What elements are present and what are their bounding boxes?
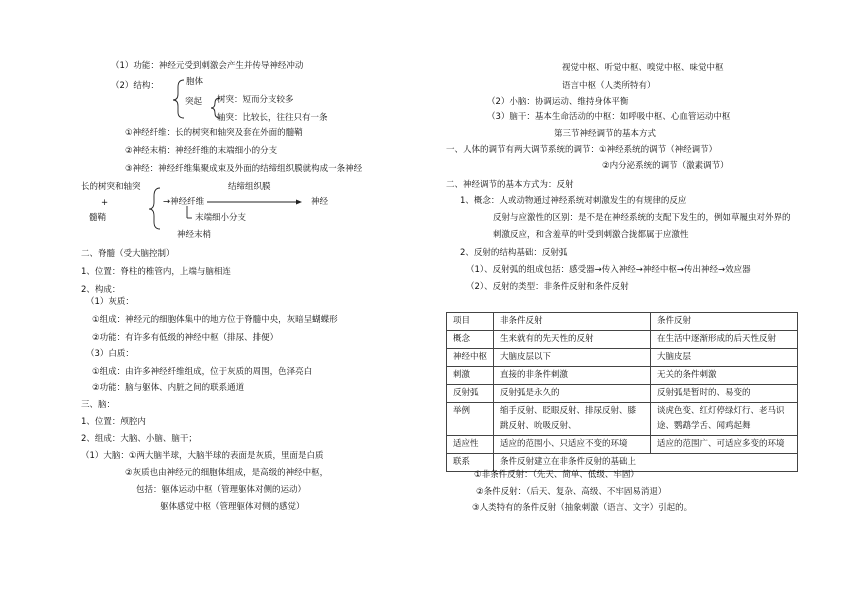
cerebrum-line-1: （1）大脑：①两大脑半球，大脑半球的表面是灰质，里面是白质 xyxy=(81,451,324,461)
table-cell: 无关的条件刺激 xyxy=(651,367,798,385)
table-cell: 适应性 xyxy=(447,436,494,454)
note-line-1: ①非条件反射：（先天、简单、低级、牢固） xyxy=(474,470,639,480)
table-cell: 条件反射建立在非条件反射的基础上 xyxy=(494,454,798,472)
table-row xyxy=(447,385,798,403)
table-cell: 反射弧 xyxy=(447,385,494,403)
table-cell: 直接的非条件刺激 xyxy=(494,367,651,385)
note-line-2: ②条件反射：（后天、复杂、高级、不牢固易消退） xyxy=(476,487,667,497)
regulation-line-2: ②内分泌系统的调节（激素调节） xyxy=(602,161,729,171)
cerebrum-line-4: 躯体感觉中枢（管理躯体对侧的感觉） xyxy=(160,502,305,512)
process-label: 突起 xyxy=(185,97,203,107)
gray-composition: ①组成：神经元的细胞体集中的地方位于脊髓中央，灰暗呈蝴蝶形 xyxy=(92,315,338,325)
concept-line-3: 刺激反应，和含羞草的叶受到刺激合拢都属于应激性 xyxy=(493,230,689,240)
table-row xyxy=(447,349,798,367)
reflex-types: （2）、反射的类型：非条件反射和条件反射 xyxy=(466,282,629,292)
spinal-composition: 2、构成： xyxy=(81,285,121,295)
arc-title: 2、反射的结构基础：反射弧 xyxy=(460,248,568,258)
white-title: （3）白质： xyxy=(86,349,134,359)
table-header-cell: 条件反射 xyxy=(651,313,798,331)
regulation-line-1: 一、人体的调节有两大调节系统的调节：①神经系统的调节（神经调节） xyxy=(446,145,718,155)
table-cell: 适应的范围小、只适应不变的环境 xyxy=(494,436,651,454)
table-cell: 联系 xyxy=(447,454,494,472)
concept-line-1: 1、概念：人或动物通过神经系统对刺激发生的有规律的反应 xyxy=(460,196,687,206)
cerebellum-line: （2）小脑：协调运动、维持身体平衡 xyxy=(487,97,629,107)
sensory-centers: 视觉中枢、听觉中枢、嗅觉中枢、味觉中枢 xyxy=(562,63,724,73)
white-composition: ①组成：由许多神经纤维组成，位于灰质的周围，色泽亮白 xyxy=(92,367,313,377)
table-header-row xyxy=(447,313,798,331)
language-center: 语言中枢（人类所特有） xyxy=(562,81,656,91)
nerve-line-2: 长的树突和轴突 xyxy=(81,182,141,192)
nerve-ending-line: ②神经末梢：神经纤维的末端细小的分支 xyxy=(125,146,278,156)
fine-branch: 末端细小分支 xyxy=(195,213,247,223)
dendrite-line: 树突：短而分支较多 xyxy=(217,95,294,105)
white-function: ②功能：脑与躯体、内脏之间的联系通道 xyxy=(92,383,245,393)
spinal-title: 二、脊髓（受大脑控制） xyxy=(81,249,175,259)
arrow-head xyxy=(296,200,302,205)
nerve-brace xyxy=(149,188,160,229)
table-cell: 神经中枢 xyxy=(447,349,494,367)
arc-composition: （1）、反射弧的组成包括：感受器→传入神经→神经中枢→传出神经→效应器 xyxy=(466,265,751,275)
nerve-line-1: ③神经：神经纤维集聚成束及外面的结缔组织膜就构成一条神经 xyxy=(125,164,363,174)
spinal-position: 1、位置：脊柱的椎管内，上端与脑相连 xyxy=(81,267,231,277)
cell-body: 胞体 xyxy=(186,77,204,87)
gray-title: （1）灰质： xyxy=(86,297,134,307)
table-cell: 反射弧是永久的 xyxy=(494,385,651,403)
nerve-ending-short: 神经末梢 xyxy=(177,230,212,240)
axon-line: 轴突：比较长，往往只有一条 xyxy=(217,113,328,123)
structure-label: （2）结构： xyxy=(111,81,159,91)
table-row xyxy=(447,367,798,385)
table-cell: 大脑皮层以下 xyxy=(494,349,651,367)
myelin-label: 髓鞘 xyxy=(89,213,107,223)
cerebrum-line-2: ②灰质也由神经元的细胞体组成，是高级的神经中枢， xyxy=(125,468,329,478)
table-cell: 举例 xyxy=(447,403,494,436)
section-title: 第三节神经调节的基本方式 xyxy=(554,129,657,139)
brain-composition: 2、组成：大脑、小脑、脑干； xyxy=(81,434,197,444)
nerve-fiber-line: ①神经纤维：长的树突和轴突及套在外面的髓鞘 xyxy=(125,128,303,138)
table-cell: 概念 xyxy=(447,331,494,349)
connective-tissue: 结缔组织膜 xyxy=(228,182,271,192)
note-line-3: ③人类特有的条件反射（抽象刺激（语言、文字）引起的。 xyxy=(472,503,693,513)
table-cell: 缩手反射、眨眼反射、排尿反射、膝跳反射、吮吸反射、 xyxy=(494,403,651,436)
plus-sign: + xyxy=(101,198,109,208)
table-cell: 刺激 xyxy=(447,367,494,385)
cerebrum-line-3: 包括：躯体运动中枢（管理躯体对侧的运动） xyxy=(136,485,307,495)
table-cell: 大脑皮层 xyxy=(651,349,798,367)
basic-mode: 二、神经调节的基本方式为：反射 xyxy=(446,180,574,190)
function-line: （1）功能：神经元受到刺激会产生并传导神经冲动 xyxy=(111,61,304,71)
reflex-comparison-table xyxy=(446,312,798,472)
brainstem-line: （3）脑干：基本生命活动的中枢：如呼吸中枢、心血管运动中枢 xyxy=(487,112,731,122)
table-header-cell: 项目 xyxy=(447,313,494,331)
table-row xyxy=(447,403,798,436)
table-row xyxy=(447,331,798,349)
gray-function: ②功能：有许多有低级的神经中枢（排尿、排便） xyxy=(92,333,279,343)
to-nerve-fiber: →神经纤维 xyxy=(163,197,205,207)
table-row xyxy=(447,436,798,454)
brain-title: 三、脑： xyxy=(81,400,116,410)
brain-position: 1、位置：颅腔内 xyxy=(81,417,146,427)
table-cell: 反射弧是暂时的、易变的 xyxy=(651,385,798,403)
table-cell: 适应的范围广、可适应多变的环境 xyxy=(651,436,798,454)
structure-brace xyxy=(173,80,184,118)
table-cell: 在生活中逐渐形成的后天性反射 xyxy=(651,331,798,349)
nerve-label: 神经 xyxy=(311,197,329,207)
table-cell: 生来就有的先天性的反射 xyxy=(494,331,651,349)
table-cell: 谈虎色变、红灯停绿灯行、老马识途、鹦鹉学舌、闻鸡起舞 xyxy=(651,403,798,436)
table-header-cell: 非条件反射 xyxy=(494,313,651,331)
table-row xyxy=(447,454,798,472)
concept-line-2: 反射与应激性的区别：是不是在神经系统的支配下发生的，例如草履虫对外界的 xyxy=(493,213,791,223)
